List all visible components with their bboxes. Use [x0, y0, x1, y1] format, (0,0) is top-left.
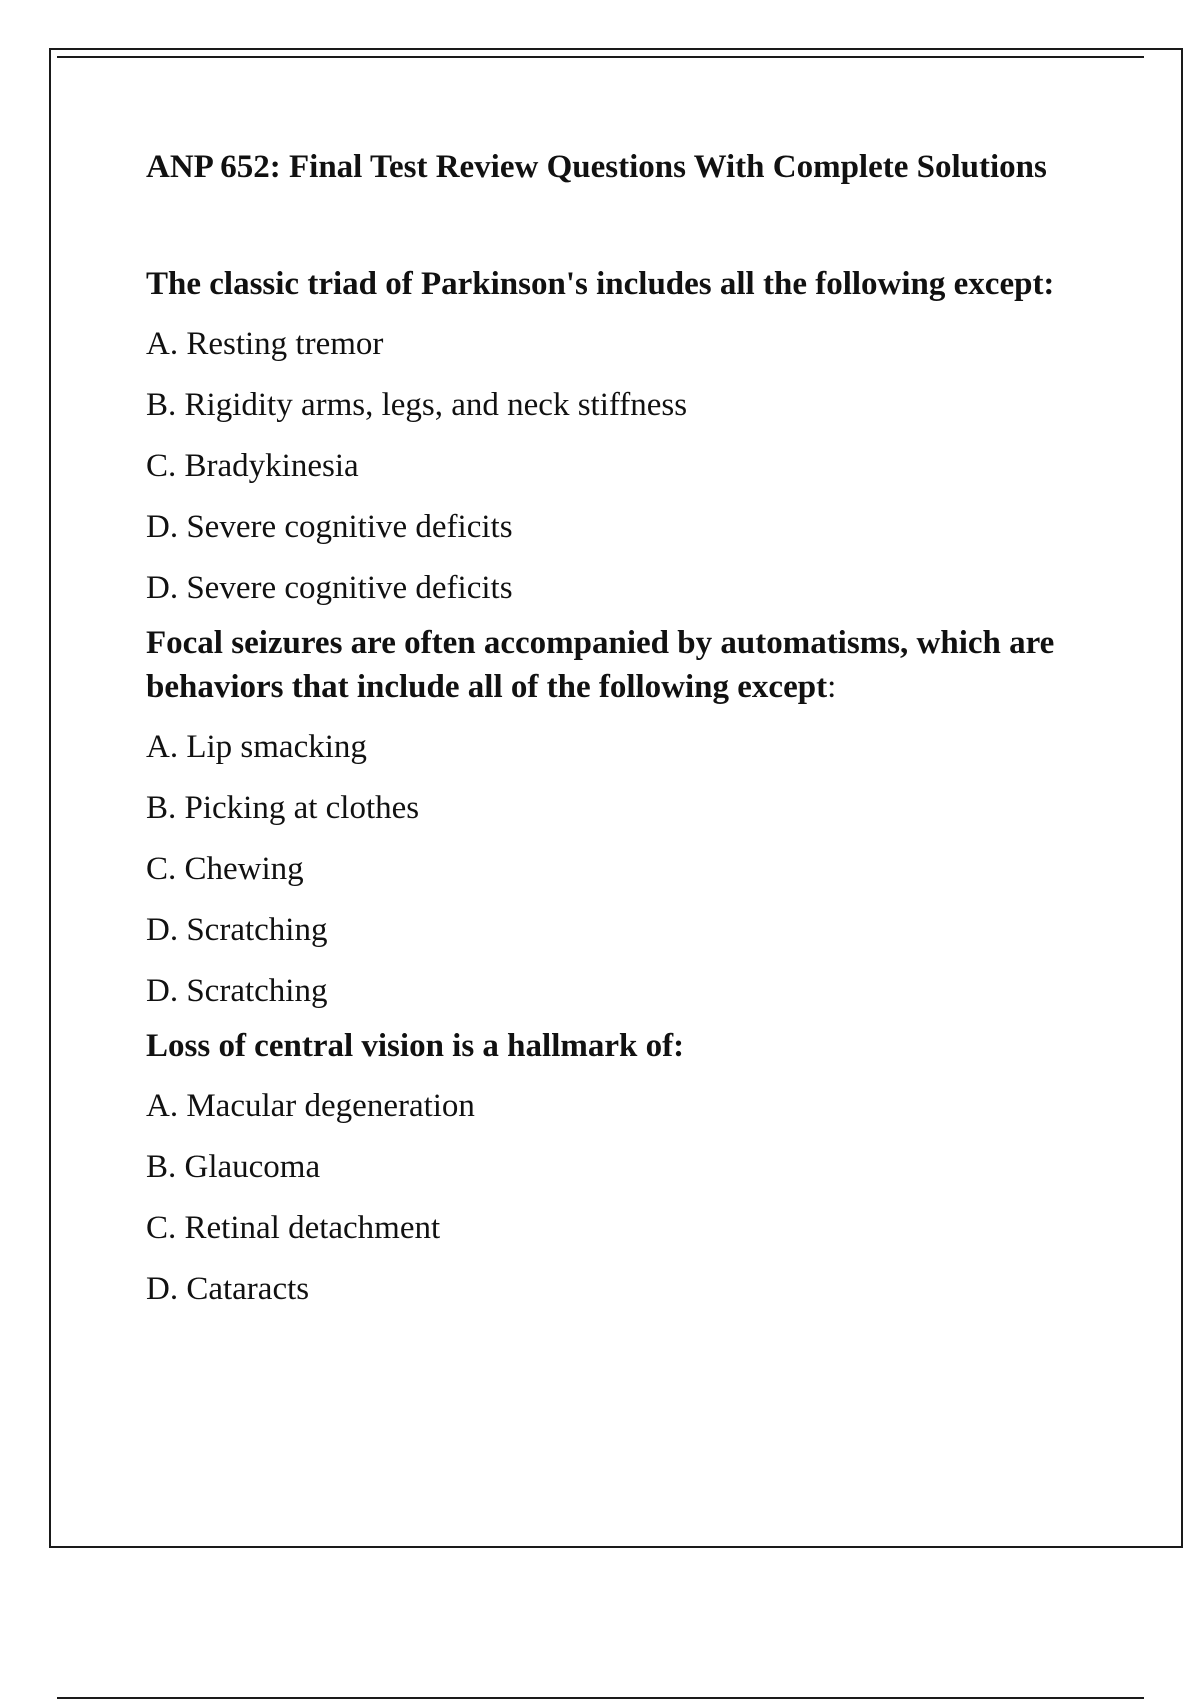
question-1-answer: D. Severe cognitive deficits: [146, 570, 513, 606]
question-3-option-d: D. Cataracts: [146, 1271, 310, 1307]
document-body: [146, 144, 1106, 1328]
question-1-option-c: C. Bradykinesia: [146, 448, 359, 484]
question-2-option-b: B. Picking at clothes: [146, 790, 420, 826]
question-block-2: [146, 621, 1106, 1013]
question-3-text: [146, 1024, 1106, 1068]
question-2-tail: :: [827, 669, 837, 705]
document-title: ANP 652: Final Test Review Questions With Complete Solutions: [146, 149, 1047, 185]
question-2-stem: Focal seizures are often accompanied by automatisms, which are behaviors that include all of the following except: [146, 625, 1055, 705]
top-rule: [57, 56, 1144, 58]
question-3-option-c: C. Retinal detachment: [146, 1210, 441, 1246]
question-1-option-a: A. Resting tremor: [146, 326, 384, 362]
question-3-option-b: B. Glaucoma: [146, 1149, 321, 1185]
bottom-rule: [57, 1697, 1144, 1699]
question-1-text: [146, 262, 1106, 306]
question-3-stem: Loss of central vision is a hallmark of:: [146, 1028, 685, 1064]
question-3-option-a: A. Macular degeneration: [146, 1088, 475, 1124]
question-block-3: [146, 1024, 1106, 1311]
question-2-option-c: C. Chewing: [146, 851, 304, 887]
question-1-option-d: D. Severe cognitive deficits: [146, 509, 513, 545]
question-2-option-d: D. Scratching: [146, 912, 328, 948]
question-block-1: [146, 262, 1106, 610]
question-2-text: [146, 621, 1106, 709]
question-1-option-b: B. Rigidity arms, legs, and neck stiffness: [146, 387, 688, 423]
question-2-option-a: A. Lip smacking: [146, 729, 367, 765]
question-2-answer: D. Scratching: [146, 973, 328, 1009]
question-1-stem: The classic triad of Parkinson's includes all the following except:: [146, 266, 1055, 302]
